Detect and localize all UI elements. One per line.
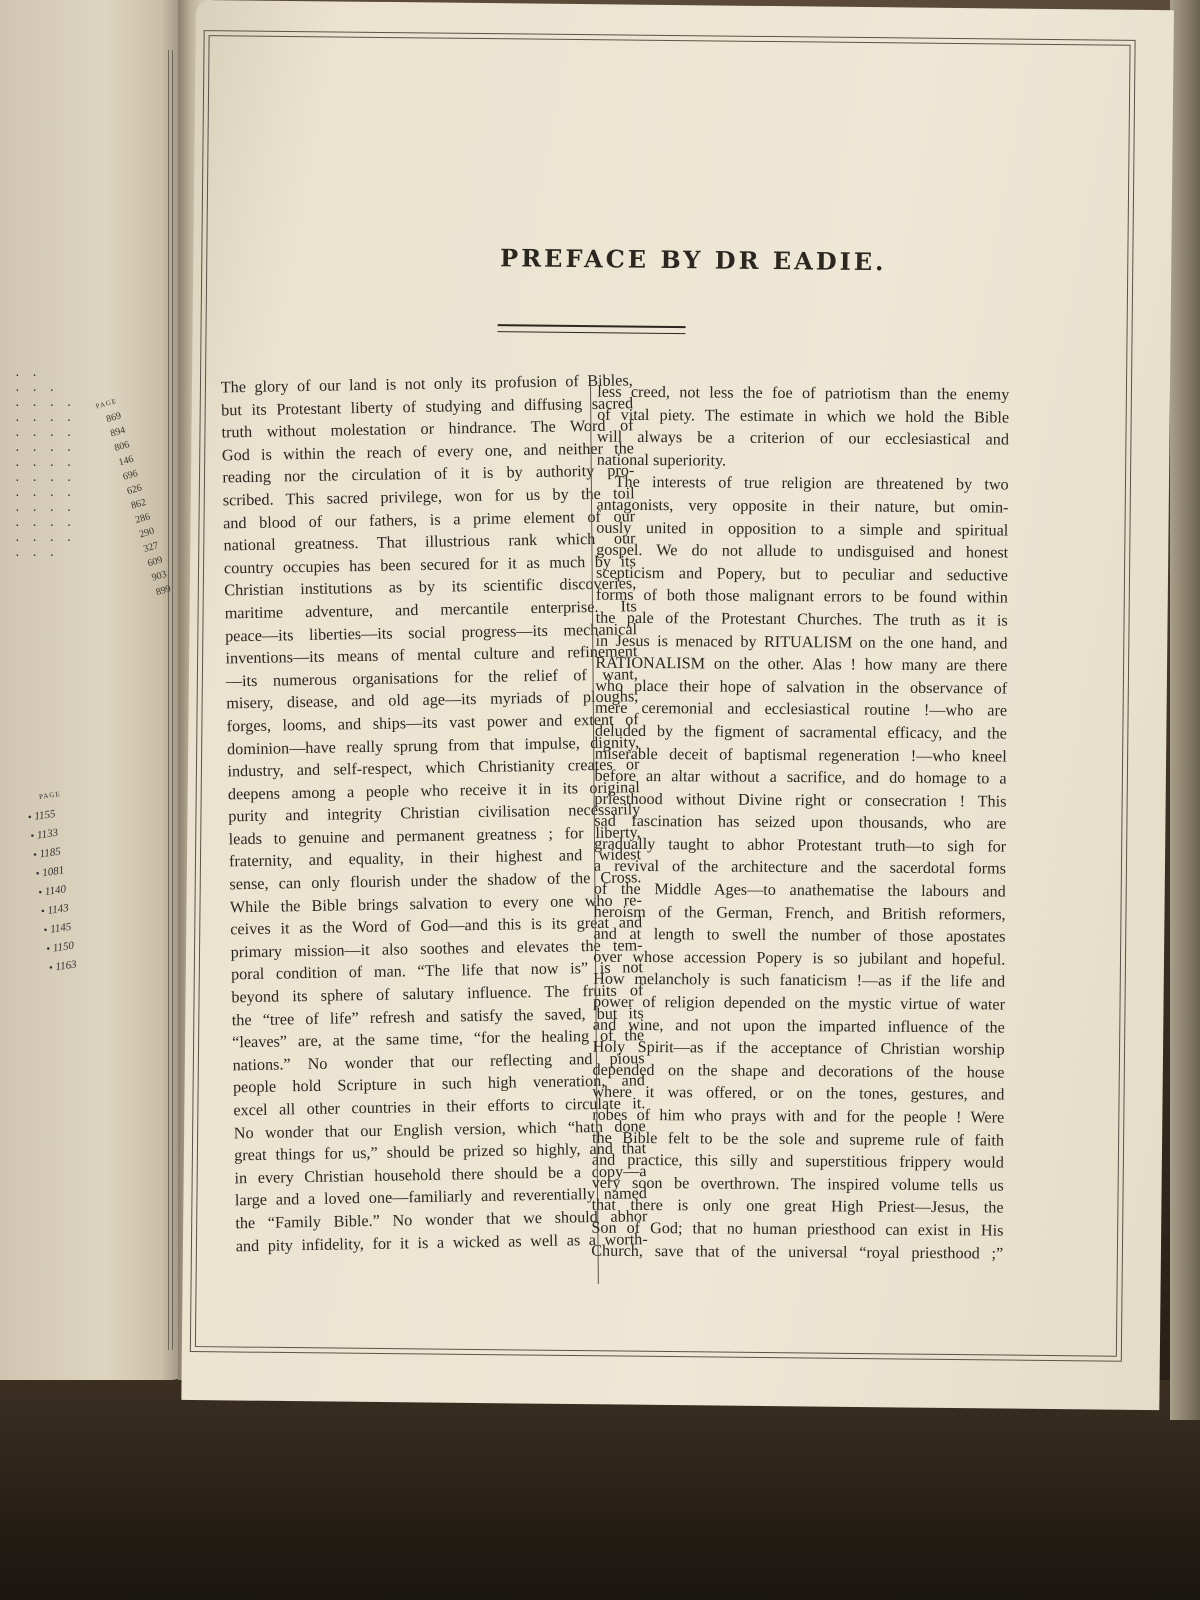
text-line: gradually taught to abhor Protestant truth—to sigh for [594,834,1007,856]
text-line: of the Middle Ages—to anathematise the labours and [593,879,1006,901]
index-page-number: 696 [121,468,140,483]
text-line: scribed. This sacred privilege, won for us by the toil [222,484,635,510]
text-line: over whose accession Popery is so jubilant and hopeful. [593,947,1006,969]
text-line: but its Protestant liberty of studying and diffusing sacred [221,393,634,420]
text-line: While the Bible brings salvation to every one who re- [229,890,642,917]
index-page-numbers-upper [94,394,173,602]
text-line: and blood of our fathers, is a prime element of our [222,506,636,532]
text-line: people hold Scripture in such high veneration, and [232,1071,646,1097]
text-line: where it was offered, or on the tones, gestures, and [592,1083,1005,1104]
page-edge [1170,0,1200,1420]
text-line: nations.” No wonder that our reflecting and pious [232,1048,645,1075]
text-line: God is within the reach of every one, and neither the [221,439,635,465]
text-line: in Jesus is menaced by RITUALISM on the one hand, and [595,631,1008,653]
text-line: inventions—its means of mental culture and refinement [225,642,638,668]
text-line: great things for us,” should be prized so highly, and that [234,1139,647,1165]
left-page [0,0,190,1380]
preface-left-column [221,369,648,1257]
text-line: The glory of our land is not only its profusion of Bibles, [220,371,633,397]
right-page [181,0,1174,1410]
text-line: ously united in opposition to a simple and spiritual [596,518,1009,540]
text-line: Son of God; that no human priesthood can exist in His [591,1218,1004,1240]
text-line: “leaves” are, at the same time, “for the healing of the [232,1026,645,1052]
index-page-number: • 1150 [45,936,83,960]
text-line: purity and integrity Christian civilisation necessarily [228,800,641,826]
text-line: and wine, and not upon the imparted influence of the [592,1015,1005,1037]
text-line: primary mission—it also soothes and elevates the tem- [230,936,643,962]
text-line: miserable deceit of baptismal regeneration !—who kneel [594,744,1007,766]
text-line: The interests of true religion are threatened by two [614,473,1009,494]
text-line: and at length to swell the number of those apostates [593,924,1006,946]
index-page-number: • 1133 [29,823,67,847]
text-line: will always be a criterion of our ecclesiastical and [596,427,1010,449]
text-line: poral condition of man. “The life that now is” is not [230,958,644,984]
index-page-number: • 1143 [40,898,78,922]
index-page-number: 626 [125,482,144,498]
text-line: deluded by the figment of sacramental efficacy, and the [594,721,1007,743]
index-page-number: 806 [113,439,131,454]
text-line: sad fascination has seized upon thousands, who are [594,811,1007,833]
text-line: the “Family Bible.” No wonder that we should abhor [235,1207,648,1233]
text-line: that there is only one great High Priest—Jesus, the [591,1196,1004,1217]
index-page-numbers-lower [24,785,86,978]
text-line: before an altar without a sacrifice, and do homage to a [594,766,1007,788]
text-line: heroism of the German, French, and British reformers, [593,902,1006,924]
text-line: ceives it as the Word of God—and this is its great and [230,913,643,939]
text-line: the Bible felt to be the sole and supreme rule of faith [592,1128,1005,1150]
index-page-number: 862 [129,496,148,512]
preface-title: PREFACE BY DR EADIE. [499,243,887,277]
index-page-number: • 1185 [32,841,70,865]
text-line: Christian institutions as by its scientific discoveries, [224,574,637,600]
index-page-number: • 1081 [35,860,73,884]
index-page-number: 286 [134,511,152,527]
text-line: country occupies has been secured for it as much by its [223,551,637,578]
text-line: fraternity, and equality, in their highest and widest [228,845,642,871]
text-line: excel all other countries in their efforts to circulate it. [233,1094,646,1120]
text-line: sense, can only flourish under the shadow of the Cross. [229,868,642,894]
text-line: —its numerous organisations for the relief of want, [225,664,639,691]
index-dots: · · · · · · · · · · · · · · · · · · · · · · · · · · · · · · · · · · · · · · · · · · · · · · · · [14,369,75,562]
desk-shadow [0,1380,1200,1600]
left-page-border [168,50,173,1350]
text-line: and practice, this silly and superstitious frippery would [591,1150,1004,1172]
text-line: beyond its sphere of salutary influence. The fruits of [231,981,644,1007]
index-page-header: PAGE [38,789,62,801]
index-page-number: • 1163 [48,954,86,978]
index-page-number: • 1145 [43,917,81,941]
text-line: a revival of the architecture and the sacerdotal forms [593,857,1007,879]
index-page-number: • 1155 [27,804,65,828]
index-page-number: 903 [150,568,169,584]
index-page-number: • 1140 [37,879,75,903]
index-page-number: 609 [146,554,164,570]
text-line: antagonists, very opposite in their nature, but omin- [596,495,1009,517]
text-line: power of religion depended on the mystic virtue of water [592,992,1006,1014]
text-line: deepens among a people who receive it in its original [227,777,640,804]
index-page-number: 899 [154,583,173,599]
text-line: Holy Spirit—as if the acceptance of Christian worship [592,1037,1005,1059]
text-line: national greatness. That illustrious rank which our [223,529,636,555]
text-line: priesthood without Divine right or consecration ! This [594,789,1007,811]
text-line: How melancholy is such fanaticism !—as if the life and [593,970,1006,991]
text-line: very soon be overthrown. The inspired volume tells us [591,1173,1004,1195]
index-page-number: 290 [138,525,156,541]
text-line: the “tree of life” refresh and satisfy the saved, but its [231,1003,644,1029]
text-line: the pale of the Protestant Churches. The truth as it is [595,608,1008,630]
text-line: maritime adventure, and mercantile enterprise. Its [224,597,637,623]
index-page-number: 327 [142,540,160,555]
text-line: and pity infidelity, for it is a wicked as well as a worth- [235,1229,648,1255]
text-line: less creed, not less the foe of patriotism than the enemy [597,382,1010,404]
index-page-number: 869 [105,410,123,426]
text-line: of vital piety. The estimate in which we hold the Bible [597,405,1010,427]
text-line: misery, disease, and old age—its myriads of ploughs, [226,687,639,713]
preface-right-column [591,381,1009,1265]
text-line: No wonder that our English version, which “hath done [233,1116,646,1142]
text-line: truth without molestation or hindrance. The Word of [221,416,634,442]
text-line: who place their hope of salvation in the observance of [595,676,1008,698]
text-line: industry, and self-respect, which Christianity creates or [227,755,640,781]
text-line: gospel. We do not allude to undisguised and honest [596,540,1009,562]
text-line: reading nor the circulation of it is by authority pro- [222,461,635,487]
text-line: national superiority. [596,450,727,470]
text-line: forges, looms, and ships—its vast power and extent of [226,710,639,736]
text-line: dominion—have really sprung from that impulse, dignity, [226,732,640,758]
text-line: scepticism and Popery, but to peculiar and seductive [595,563,1009,585]
text-line: robes of him who prays with and for the people ! Were [592,1105,1005,1127]
text-line: large and a loved one—familiarly and reverentially named [234,1184,648,1210]
text-line: forms of both those malignant errors to be found within [595,586,1008,607]
text-line: RATIONALISM on the other. Alas ! how many are there [595,653,1008,675]
text-line: leads to genuine and permanent greatness ; for liberty, [228,823,641,849]
index-page-number: 146 [117,453,135,469]
text-line: Church, save that of the universal “royal priesthood ;” [591,1241,1004,1263]
text-line: depended on the shape and decorations of the house [592,1060,1005,1082]
text-line: peace—its liberties—its social progress—its mechanical [224,619,638,645]
text-line: mere ceremonial and ecclesiastical routine !—who are [595,698,1008,720]
index-page-number: 894 [109,424,127,440]
index-page-header: PAGE [94,396,118,411]
text-line: in every Christian household there should be a copy—a [234,1161,647,1188]
